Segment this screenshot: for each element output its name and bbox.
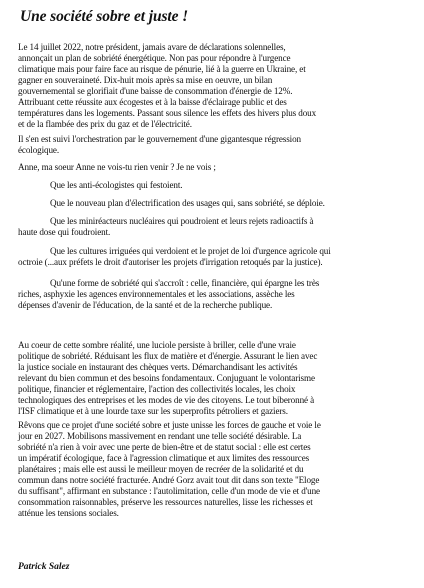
list-item-financial-sobriety: Qu'une forme de sobriété qui s'accroît : celle, financière, qui épargne les très riches, asphyxie les agences environnementales et les associations, assèche les dépenses d'avenir de l'éducation, de la santé et de la recherche publique.: [18, 278, 320, 310]
article-title: Une société sobre et juste !: [20, 8, 189, 25]
author-signature: Patrick Salez: [18, 562, 70, 572]
paragraph-regression: Il s'en est suivi l'orchestration par le gouvernement d'une gigantesque régression écologique.: [18, 134, 301, 155]
list-item-irrigation: Que les cultures irriguées qui verdoient et le projet de loi d'urgence agricole qui octroie (...aux préfets le droit d'autoriser les projets d'irrigation retoqués par la justice).: [18, 246, 331, 267]
list-item-minireactors: Que les miniréacteurs nucléaires qui poudroient et leurs rejets radioactifs à haute dose qui foudroient.: [18, 216, 314, 237]
list-item-electrification: Que le nouveau plan d'électrification des usages qui, sans sobriété, se déploie.: [50, 198, 325, 208]
list-item-anti-ecologists: Que les anti-écologistes qui festoient.: [50, 180, 183, 190]
paragraph-anne: Anne, ma soeur Anne ne vois-tu rien venir ? Je ne vois ;: [18, 162, 216, 172]
paragraph-intro: Le 14 juillet 2022, notre président, jamais avare de déclarations solennelles, annonçait un plan de sobriété énergétique. Non pas pour répondre à l'urgence climatique mais pour faire face au risque de pénurie, lié à la guerre en Ukraine, et gagner en souveraineté. Dix-huit mois après sa mise en oeuvre, un bilan gouvernemental se glorifiait d'une baisse de consommation d'énergie de 12%. Attribuant cette réussite aux écogestes et à la baisse d'éclairage public et des températures dans les logements. Passant sous silence les effets des hivers plus doux et de la flambée des prix du gaz et de l'électricité.: [18, 42, 317, 129]
paragraph-luciole: Au coeur de cette sombre réalité, une luciole persiste à briller, celle d'une vraie politique de sobriété. Réduisant les flux de matière et d'énergie. Assurant le lien avec la justice sociale en instaurant des chèques verts. Démarchandisant les activités relevant du bien commun et des besoins fondamentaux. Conjuguant le volontarisme politique, financier et réglementaire, l'action des collectivités locales, les choix technologiques des entreprises et les modes de vie des citoyens. Le tout biberonné à l'ISF climatique et à une lourde taxe sur les superprofits pétroliers et gaziers.: [18, 340, 318, 416]
paragraph-dream: Rêvons que ce projet d'une société sobre et juste unisse les forces de gauche et voie le jour en 2027. Mobilisons massivement en rendant une telle société désirable. La sobriété n'a rien à voir avec une perte de bien-être et de statut social : elle est certes un impératif écologique, face à l'agression climatique et aux limites des ressources planétaires ; mais elle est aussi le meilleur moyen de recréer de la solidarité et du commun dans notre société fracturée. André Gorz avait tout dit dans son texte "Eloge du suffisant", affirmant en substance : l'autolimitation, celle d'un mode de vie et d'une consommation raisonnables, préserve les ressources naturelles, lisse les richesses et atténue les tensions sociales.: [18, 420, 321, 518]
